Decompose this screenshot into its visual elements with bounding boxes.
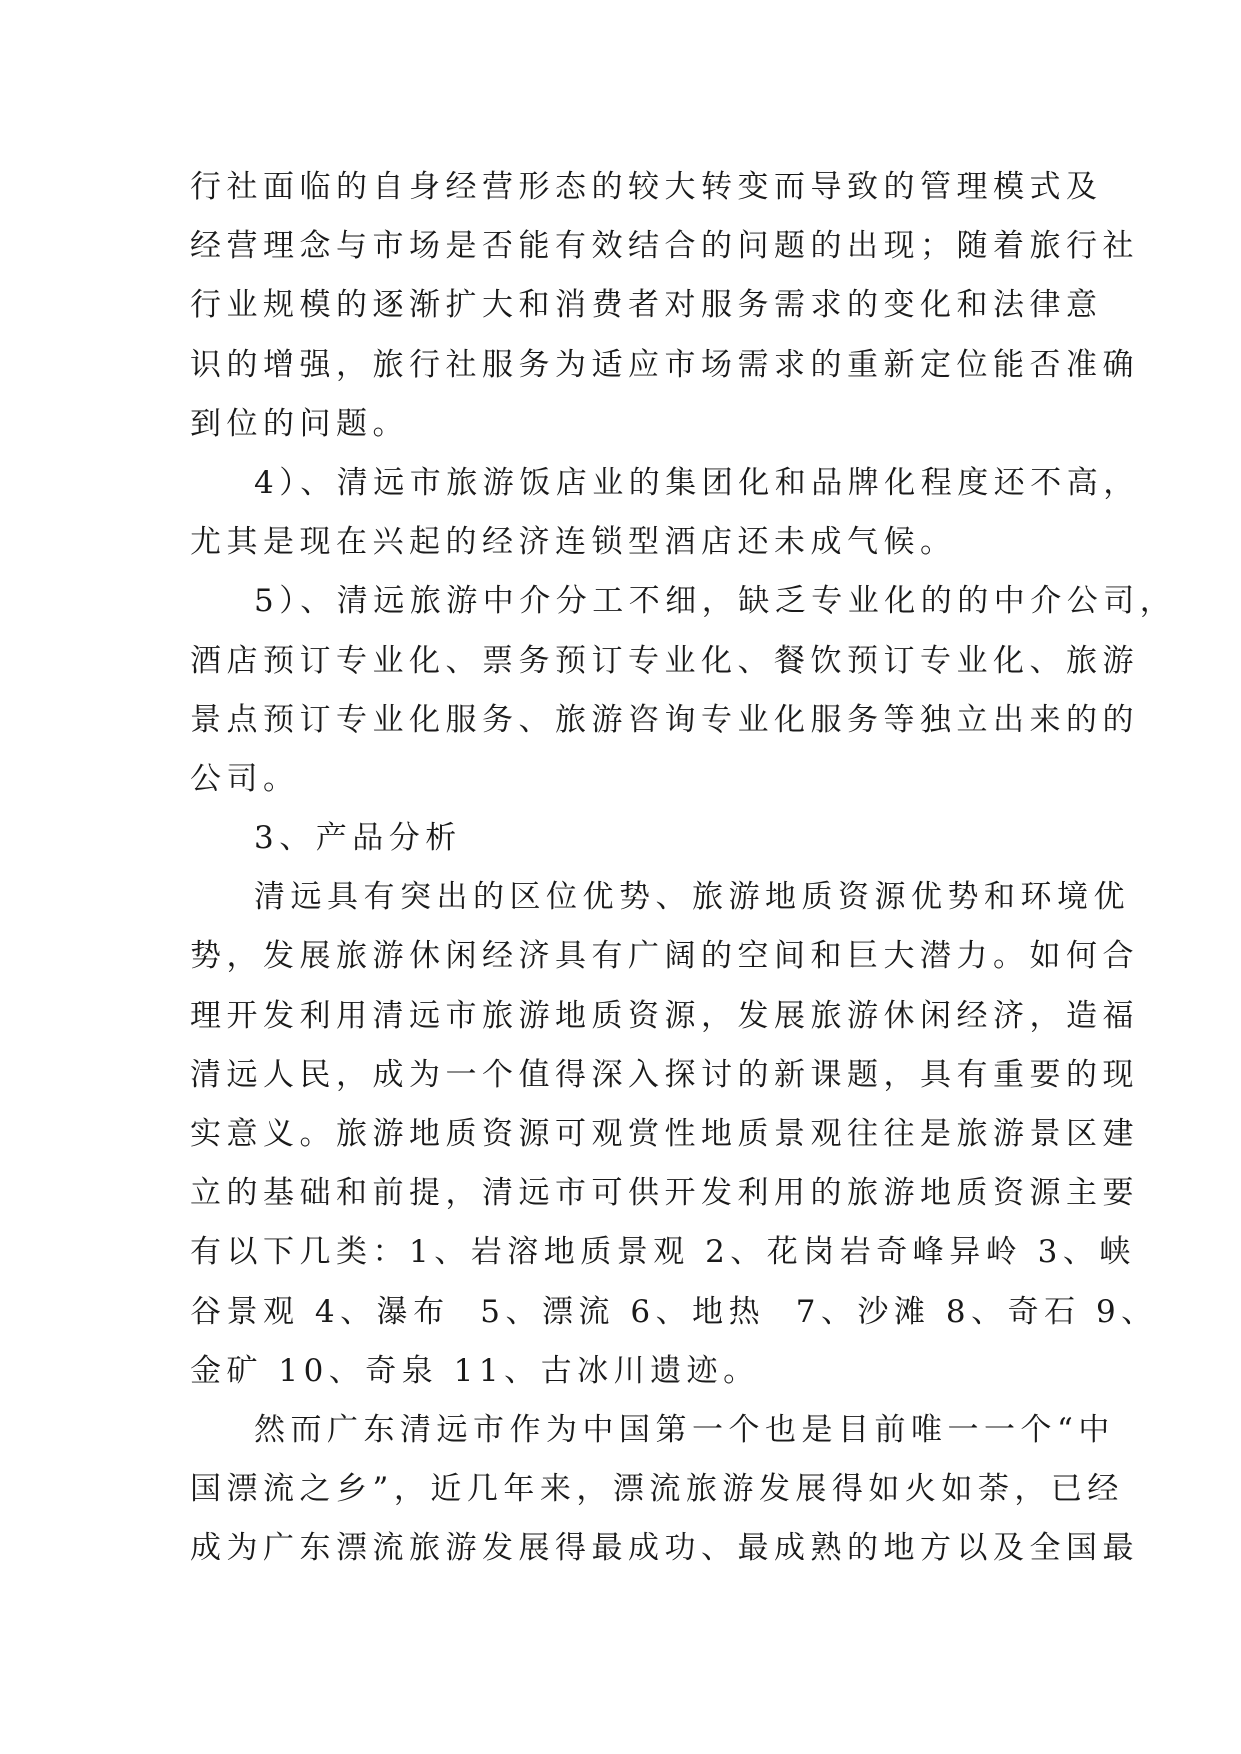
text-line: 行业规模的逐渐扩大和消费者对服务需求的变化和法律意 bbox=[190, 287, 1103, 324]
text-line: 经营理念与市场是否能有效结合的问题的出现；随着旅行社 bbox=[190, 228, 1139, 265]
text-line: 实意义。旅游地质资源可观赏性地质景观往往是旅游景区建 bbox=[190, 1116, 1139, 1152]
text-line: 清远具有突出的区位优势、旅游地质资源优势和环境优 bbox=[254, 879, 1130, 916]
text-line: 公司。 bbox=[190, 760, 300, 797]
section-heading: 3、产品分析 bbox=[254, 820, 462, 857]
text-line: 有以下几类：1、岩溶地质景观 2、花岗岩奇峰异岭 3、峡 bbox=[190, 1234, 1136, 1271]
text-line: 理开发利用清远市旅游地质资源，发展旅游休闲经济，造福 bbox=[190, 997, 1139, 1034]
text-line: 酒店预订专业化、票务预订专业化、餐饮预订专业化、旅游 bbox=[190, 642, 1139, 679]
text-line: 成为广东漂流旅游发展得最成功、最成熟的地方以及全国最 bbox=[190, 1530, 1139, 1567]
text-line: 识的增强，旅行社服务为适应市场需求的重新定位能否准确 bbox=[190, 346, 1139, 383]
text-line: 4）、清远市旅游饭店业的集团化和品牌化程度还不高， bbox=[254, 464, 1140, 501]
text-line: 金矿 10、奇泉 11、古冰川遗迹。 bbox=[190, 1352, 760, 1389]
text-line: 5）、清远旅游中介分工不细，缺乏专业化的的中介公司， bbox=[254, 583, 1177, 620]
text-line: 势，发展旅游休闲经济具有广阔的空间和巨大潜力。如何合 bbox=[190, 938, 1139, 975]
text-line: 然而广东清远市作为中国第一个也是目前唯一一个“中 bbox=[254, 1411, 1115, 1448]
text-line: 行社面临的自身经营形态的较大转变而导致的管理模式及 bbox=[190, 169, 1103, 205]
text-line: 景点预订专业化服务、旅游咨询专业化服务等独立出来的的 bbox=[190, 701, 1139, 738]
text-line: 清远人民，成为一个值得深入探讨的新课题，具有重要的现 bbox=[190, 1056, 1139, 1093]
text-line: 立的基础和前提，清远市可供开发利用的旅游地质资源主要 bbox=[190, 1175, 1139, 1212]
text-line: 国漂流之乡”，近几年来，漂流旅游发展得如火如荼，已经 bbox=[190, 1471, 1124, 1508]
text-line: 到位的问题。 bbox=[190, 405, 409, 442]
body-text bbox=[190, 158, 1177, 1579]
text-line: 谷景观 4、瀑布 5、漂流 6、地热 7、沙滩 8、奇石 9、 bbox=[190, 1293, 1158, 1330]
text-line: 尤其是现在兴起的经济连锁型酒店还未成气候。 bbox=[190, 524, 957, 561]
